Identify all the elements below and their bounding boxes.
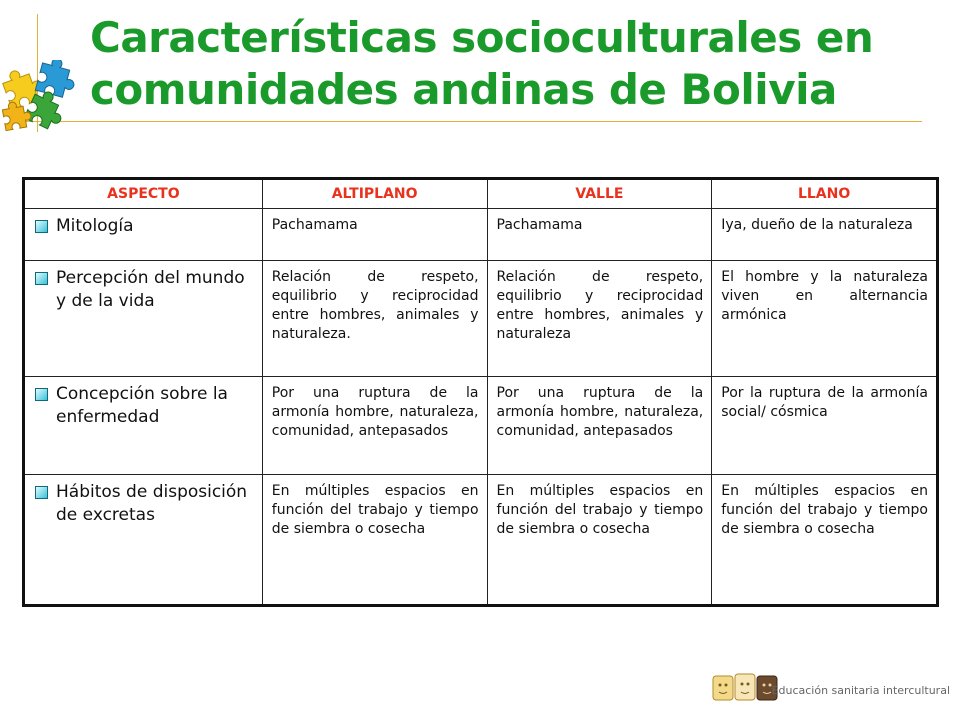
aspect-cell (24, 209, 263, 261)
aspect-label: Mitología (56, 216, 134, 236)
decor-horizontal-line (22, 121, 922, 122)
table-row (24, 475, 938, 606)
valle-cell: Relación de respeto, equilibrio y reciprocidad entre hombres, animales y naturaleza (487, 261, 712, 377)
table-row (24, 261, 938, 377)
characteristics-table (22, 177, 939, 607)
altiplano-cell: En múltiples espacios en función del trabajo y tiempo de siembra o cosecha (262, 475, 487, 606)
header-altiplano: ALTIPLANO (262, 179, 487, 209)
valle-cell: Por una ruptura de la armonía hombre, naturaleza, comunidad, antepasados (487, 377, 712, 475)
table-row (24, 377, 938, 475)
altiplano-cell: Pachamama (262, 209, 487, 261)
table-row (24, 209, 938, 261)
valle-cell: En múltiples espacios en función del trabajo y tiempo de siembra o cosecha (487, 475, 712, 606)
aspect-cell (24, 377, 263, 475)
aspect-label: Hábitos de disposición de excretas (56, 482, 248, 525)
faces-logo-icon (712, 672, 778, 702)
checkbox-bullet-icon (35, 272, 48, 285)
aspect-cell (24, 261, 263, 377)
checkbox-bullet-icon (35, 388, 48, 401)
footer-caption: Educación sanitaria intercultural (771, 684, 950, 697)
aspect-cell (24, 475, 263, 606)
checkbox-bullet-icon (35, 486, 48, 499)
header-aspecto: ASPECTO (24, 179, 263, 209)
table-header-row (24, 179, 938, 209)
llano-cell: En múltiples espacios en función del trabajo y tiempo de siembra o cosecha (712, 475, 938, 606)
altiplano-cell: Relación de respeto, equilibrio y reciprocidad entre hombres, animales y naturaleza. (262, 261, 487, 377)
puzzle-pieces-icon (0, 60, 76, 138)
altiplano-cell: Por una ruptura de la armonía hombre, naturaleza, comunidad, antepasados (262, 377, 487, 475)
checkbox-bullet-icon (35, 220, 48, 233)
llano-cell: Por la ruptura de la armonía social/ cósmica (712, 377, 938, 475)
valle-cell: Pachamama (487, 209, 712, 261)
aspect-label: Concepción sobre la enfermedad (56, 384, 228, 427)
llano-cell: Iya, dueño de la naturaleza (712, 209, 938, 261)
llano-cell: El hombre y la naturaleza viven en alternancia armónica (712, 261, 938, 377)
aspect-label: Percepción del mundo y de la vida (56, 268, 245, 311)
header-llano: LLANO (712, 179, 938, 209)
page-title: Características socioculturales en comunidades andinas de Bolivia (90, 13, 874, 114)
header-valle: VALLE (487, 179, 712, 209)
